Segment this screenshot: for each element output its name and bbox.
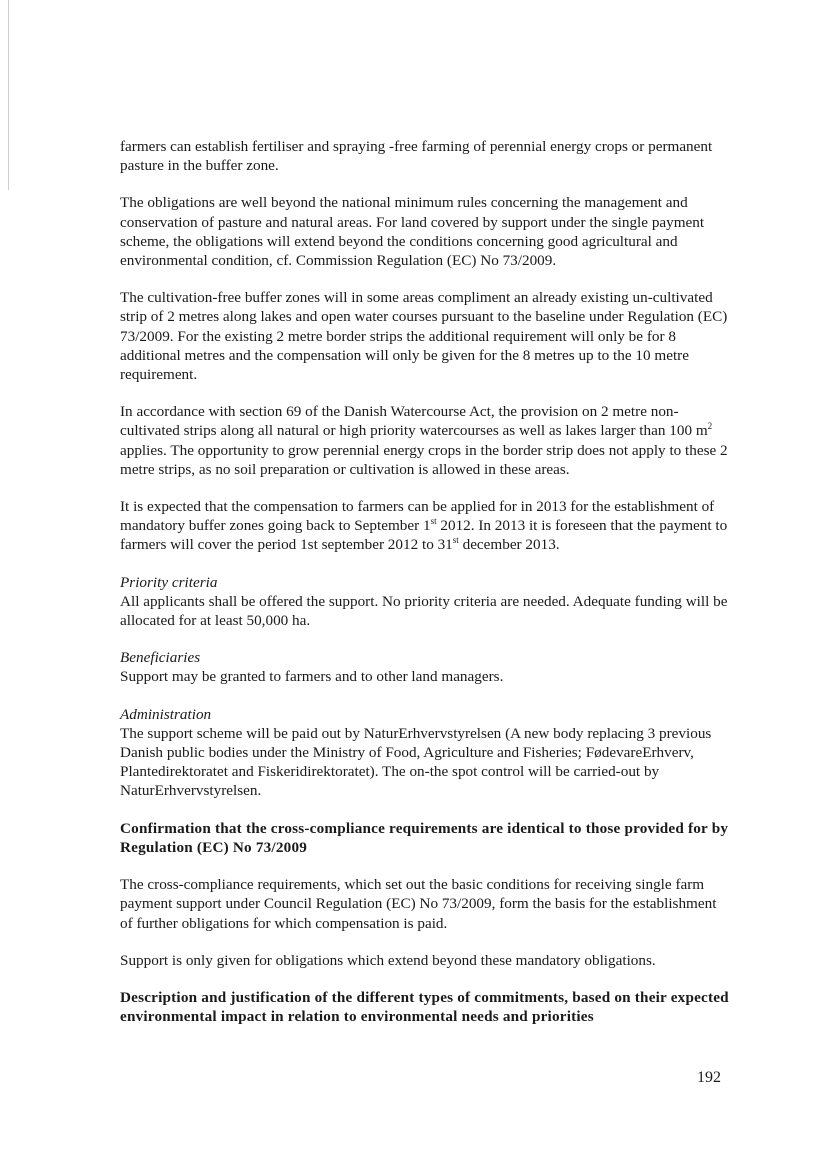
page-number: 192	[697, 1069, 721, 1086]
superscript-st-1: st	[430, 516, 437, 527]
paragraph-cultivation-free-zones: The cultivation-free buffer zones will in some areas compliment an already existing un-cultivated strip of 2 metres along lakes and open water courses pursuant to the baseline under Regulation (EC) 73/2009. For the existing 2 metre border strips the additional requirement will only be for 8 additional metres and the compensation will only be given for the 8 metres up to the 10 metre requirement.	[120, 289, 728, 384]
text-beneficiaries: Support may be granted to farmers and to other land managers.	[120, 668, 504, 686]
timing-text-b: 2012. In 2013 it is foreseen that the payment to farmers will cover the period 1st september 2012 to 31	[120, 517, 728, 554]
heading-administration: Administration	[120, 705, 212, 723]
paragraph-buffer-zone-farming: farmers can establish fertiliser and spraying -free farming of perennial energy crops or permanent pasture in the buffer zone.	[120, 138, 713, 175]
heading-commitments-description: Description and justification of the different types of commitments, based on their expected environmental impact in relation to environmental needs and priorities	[120, 988, 729, 1026]
document-body	[120, 137, 732, 1044]
watercourse-text-b: applies. The opportunity to grow perennial energy crops in the border strip does not apply to these 2 metre strips, as no soil preparation or cultivation is allowed in these areas.	[120, 441, 728, 478]
section-priority-criteria	[120, 573, 732, 631]
heading-priority-criteria: Priority criteria	[120, 573, 218, 591]
heading-cross-compliance-confirmation: Confirmation that the cross-compliance requirements are identical to those provided for by Regulation (EC) No 73/2009	[120, 819, 729, 856]
watercourse-text-a: In accordance with section 69 of the Danish Watercourse Act, the provision on 2 metre non-cultivated strips along all natural or high priority watercourses as well as lakes larger than 100 m	[120, 403, 708, 440]
heading-beneficiaries: Beneficiaries	[120, 649, 201, 667]
timing-text-c: december 2013.	[458, 536, 560, 554]
paragraph-cross-compliance: The cross-compliance requirements, which set out the basic conditions for receiving single farm payment support under Council Regulation (EC) No 73/2009, form the basis for the establishment of further obligations for which compensation is paid.	[120, 876, 717, 932]
text-administration: The support scheme will be paid out by NaturErhvervstyrelsen (A new body replacing 3 previous Danish public bodies under the Ministry of Food, Agriculture and Fisheries; FødevareErhverv, Plantedirektoratet and Fiskeridirektoratet). The on-the spot control will be carried-out by NaturErhvervstyrelsen.	[120, 724, 712, 800]
superscript-st-2: st	[452, 535, 459, 546]
scan-edge-line	[8, 0, 9, 190]
text-priority-criteria: All applicants shall be offered the support. No priority criteria are needed. Adequate funding will be allocated for at least 50,000 ha.	[120, 592, 728, 630]
paragraph-watercourse-act	[120, 402, 732, 479]
paragraph-obligations: The obligations are well beyond the national minimum rules concerning the management and conservation of pasture and natural areas. For land covered by support under the single payment scheme, the obligations will extend beyond the conditions concerning good agricultural and environmental condition, cf. Commission Regulation (EC) No 73/2009.	[120, 194, 705, 270]
paragraph-compensation-timing	[120, 497, 732, 555]
section-beneficiaries	[120, 648, 732, 686]
timing-text-a: It is expected that the compensation to farmers can be applied for in 2013 for the establishment of mandatory buffer zones going back to September 1	[120, 498, 715, 535]
superscript-2: 2	[707, 421, 713, 432]
section-administration	[120, 705, 732, 801]
paragraph-support-only-beyond: Support is only given for obligations which extend beyond these mandatory obligations.	[120, 951, 656, 969]
